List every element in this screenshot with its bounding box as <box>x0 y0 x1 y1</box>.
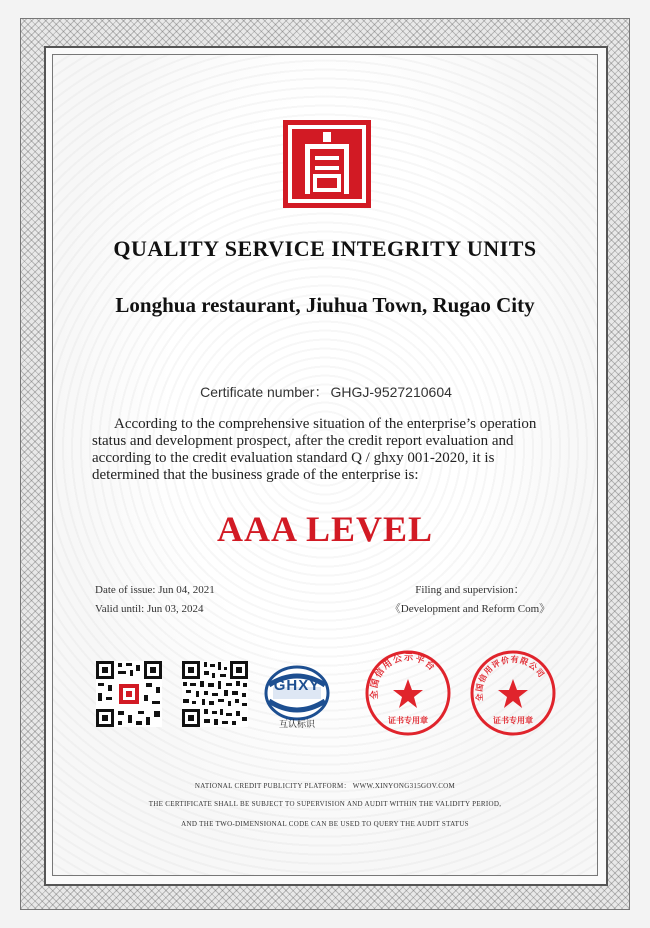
certificate-number-value: GHGJ-9527210604 <box>330 384 452 400</box>
footer-supervision-line: THE CERTIFICATE SHALL BE SUBJECT TO SUPERVISION AND AUDIT WITHIN THE VALIDITY PERIOD, <box>148 800 502 808</box>
seal-bottom-text: 证书专用章 <box>388 716 428 725</box>
svg-text:全国信用公示平台: 全国信用公示平台 <box>369 652 438 700</box>
integrity-emblem-icon <box>283 120 371 208</box>
valid-until-date: Valid until: Jun 03, 2024 <box>95 603 204 615</box>
certificate-number-label: Certificate number： <box>200 384 329 400</box>
qr-code-icon[interactable] <box>96 661 162 727</box>
official-seal-icon <box>364 649 452 737</box>
filing-label: Filing and supervision： <box>415 584 525 596</box>
issue-date: Date of issue: Jun 04, 2021 <box>95 584 215 596</box>
ghxy-logo-text: GHXY <box>273 677 321 694</box>
certificate-number <box>56 382 594 402</box>
logo-caption: 互认标识 <box>278 720 315 730</box>
credit-grade: AAA LEVEL <box>216 509 434 549</box>
validity-dates <box>95 581 215 619</box>
qr-code-icon[interactable] <box>182 661 248 727</box>
seal-bottom-text: 证书专用章 <box>493 716 533 725</box>
svg-text:全国信用评价有限公司: 全国信用评价有限公司 <box>474 654 547 702</box>
footer-platform-line: NATIONAL CREDIT PUBLICITY PLATFORM： WWW.XINYONG315GOV.COM <box>194 782 456 790</box>
filing-supervision <box>360 581 580 619</box>
evaluation-description: According to the comprehensive situation of the enterprise’s operation status and development prospect, after the credit report evaluation and according to the credit evaluation standard Q / ghxy 001-2020, it is determined that the business grade of the enterprise is: <box>92 416 537 483</box>
official-seal-icon <box>469 649 557 737</box>
filing-authority: 《Development and Reform Com》 <box>389 603 551 615</box>
company-name: Longhua restaurant, Jiuhua Town, Rugao City <box>115 293 535 317</box>
footer-qr-query-line: AND THE TWO-DIMENSIONAL CODE CAN BE USED TO QUERY THE AUDIT STATUS <box>181 820 469 828</box>
certificate-title: QUALITY SERVICE INTEGRITY UNITS <box>113 236 537 261</box>
